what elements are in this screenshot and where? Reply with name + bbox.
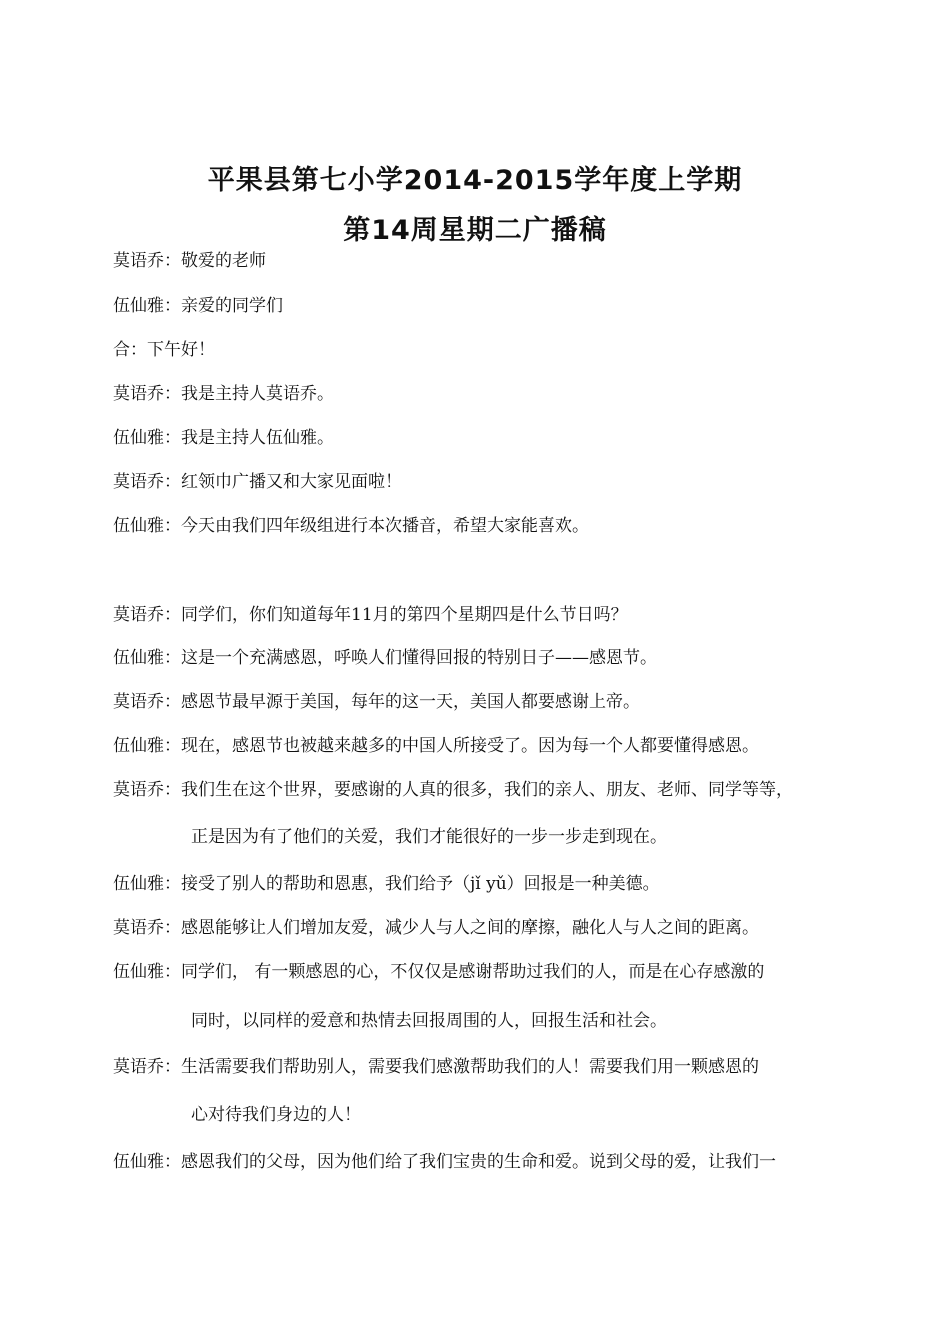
script-line: 合：下午好！: [113, 340, 215, 360]
script-line: 莫语乔：感恩能够让人们增加友爱，减少人与人之间的摩擦，融化人与人之间的距离。: [113, 918, 759, 938]
script-line: 莫语乔：我们生在这个世界，要感谢的人真的很多，我们的亲人、朋友、老师、同学等等，: [113, 780, 793, 800]
script-line-continuation: 同时，以同样的爱意和热情去回报周围的人，回报生活和社会。: [191, 1011, 667, 1031]
script-line: 伍仙雅：今天由我们四年级组进行本次播音，希望大家能喜欢。: [113, 516, 589, 536]
script-line: 伍仙雅：亲爱的同学们: [113, 296, 283, 316]
script-line: 伍仙雅：我是主持人伍仙雅。: [113, 428, 334, 448]
script-line: 莫语乔：生活需要我们帮助别人，需要我们感激帮助我们的人！需要我们用一颗感恩的: [113, 1057, 759, 1077]
script-line: 伍仙雅：现在，感恩节也被越来越多的中国人所接受了。因为每一个人都要懂得感恩。: [113, 736, 759, 756]
script-line: 莫语乔：我是主持人莫语乔。: [113, 384, 334, 404]
script-line: 莫语乔：感恩节最早源于美国，每年的这一天，美国人都要感谢上帝。: [113, 692, 640, 712]
script-line: 伍仙雅：同学们， 有一颗感恩的心，不仅仅是感谢帮助过我们的人，而是在心存感激的: [113, 962, 765, 982]
script-line: 莫语乔：敬爱的老师: [113, 251, 266, 271]
script-line: 莫语乔：同学们，你们知道每年11月的第四个星期四是什么节日吗？: [113, 605, 628, 625]
script-line-continuation: 心对待我们身边的人！: [191, 1105, 361, 1125]
script-line: 伍仙雅：这是一个充满感恩，呼唤人们懂得回报的特别日子——感恩节。: [113, 648, 657, 668]
document-subtitle: 第14周星期二广播稿: [343, 215, 607, 246]
script-line-continuation: 正是因为有了他们的关爱，我们才能很好的一步一步走到现在。: [191, 827, 667, 847]
script-line: 伍仙雅：感恩我们的父母，因为他们给了我们宝贵的生命和爱。说到父母的爱，让我们一: [113, 1152, 776, 1172]
script-line: 莫语乔：红领巾广播又和大家见面啦！: [113, 472, 402, 492]
script-line: 伍仙雅：接受了别人的帮助和恩惠，我们给予（jǐ yǔ）回报是一种美德。: [113, 874, 660, 894]
document-title: 平果县第七小学2014-2015学年度上学期: [207, 165, 743, 196]
